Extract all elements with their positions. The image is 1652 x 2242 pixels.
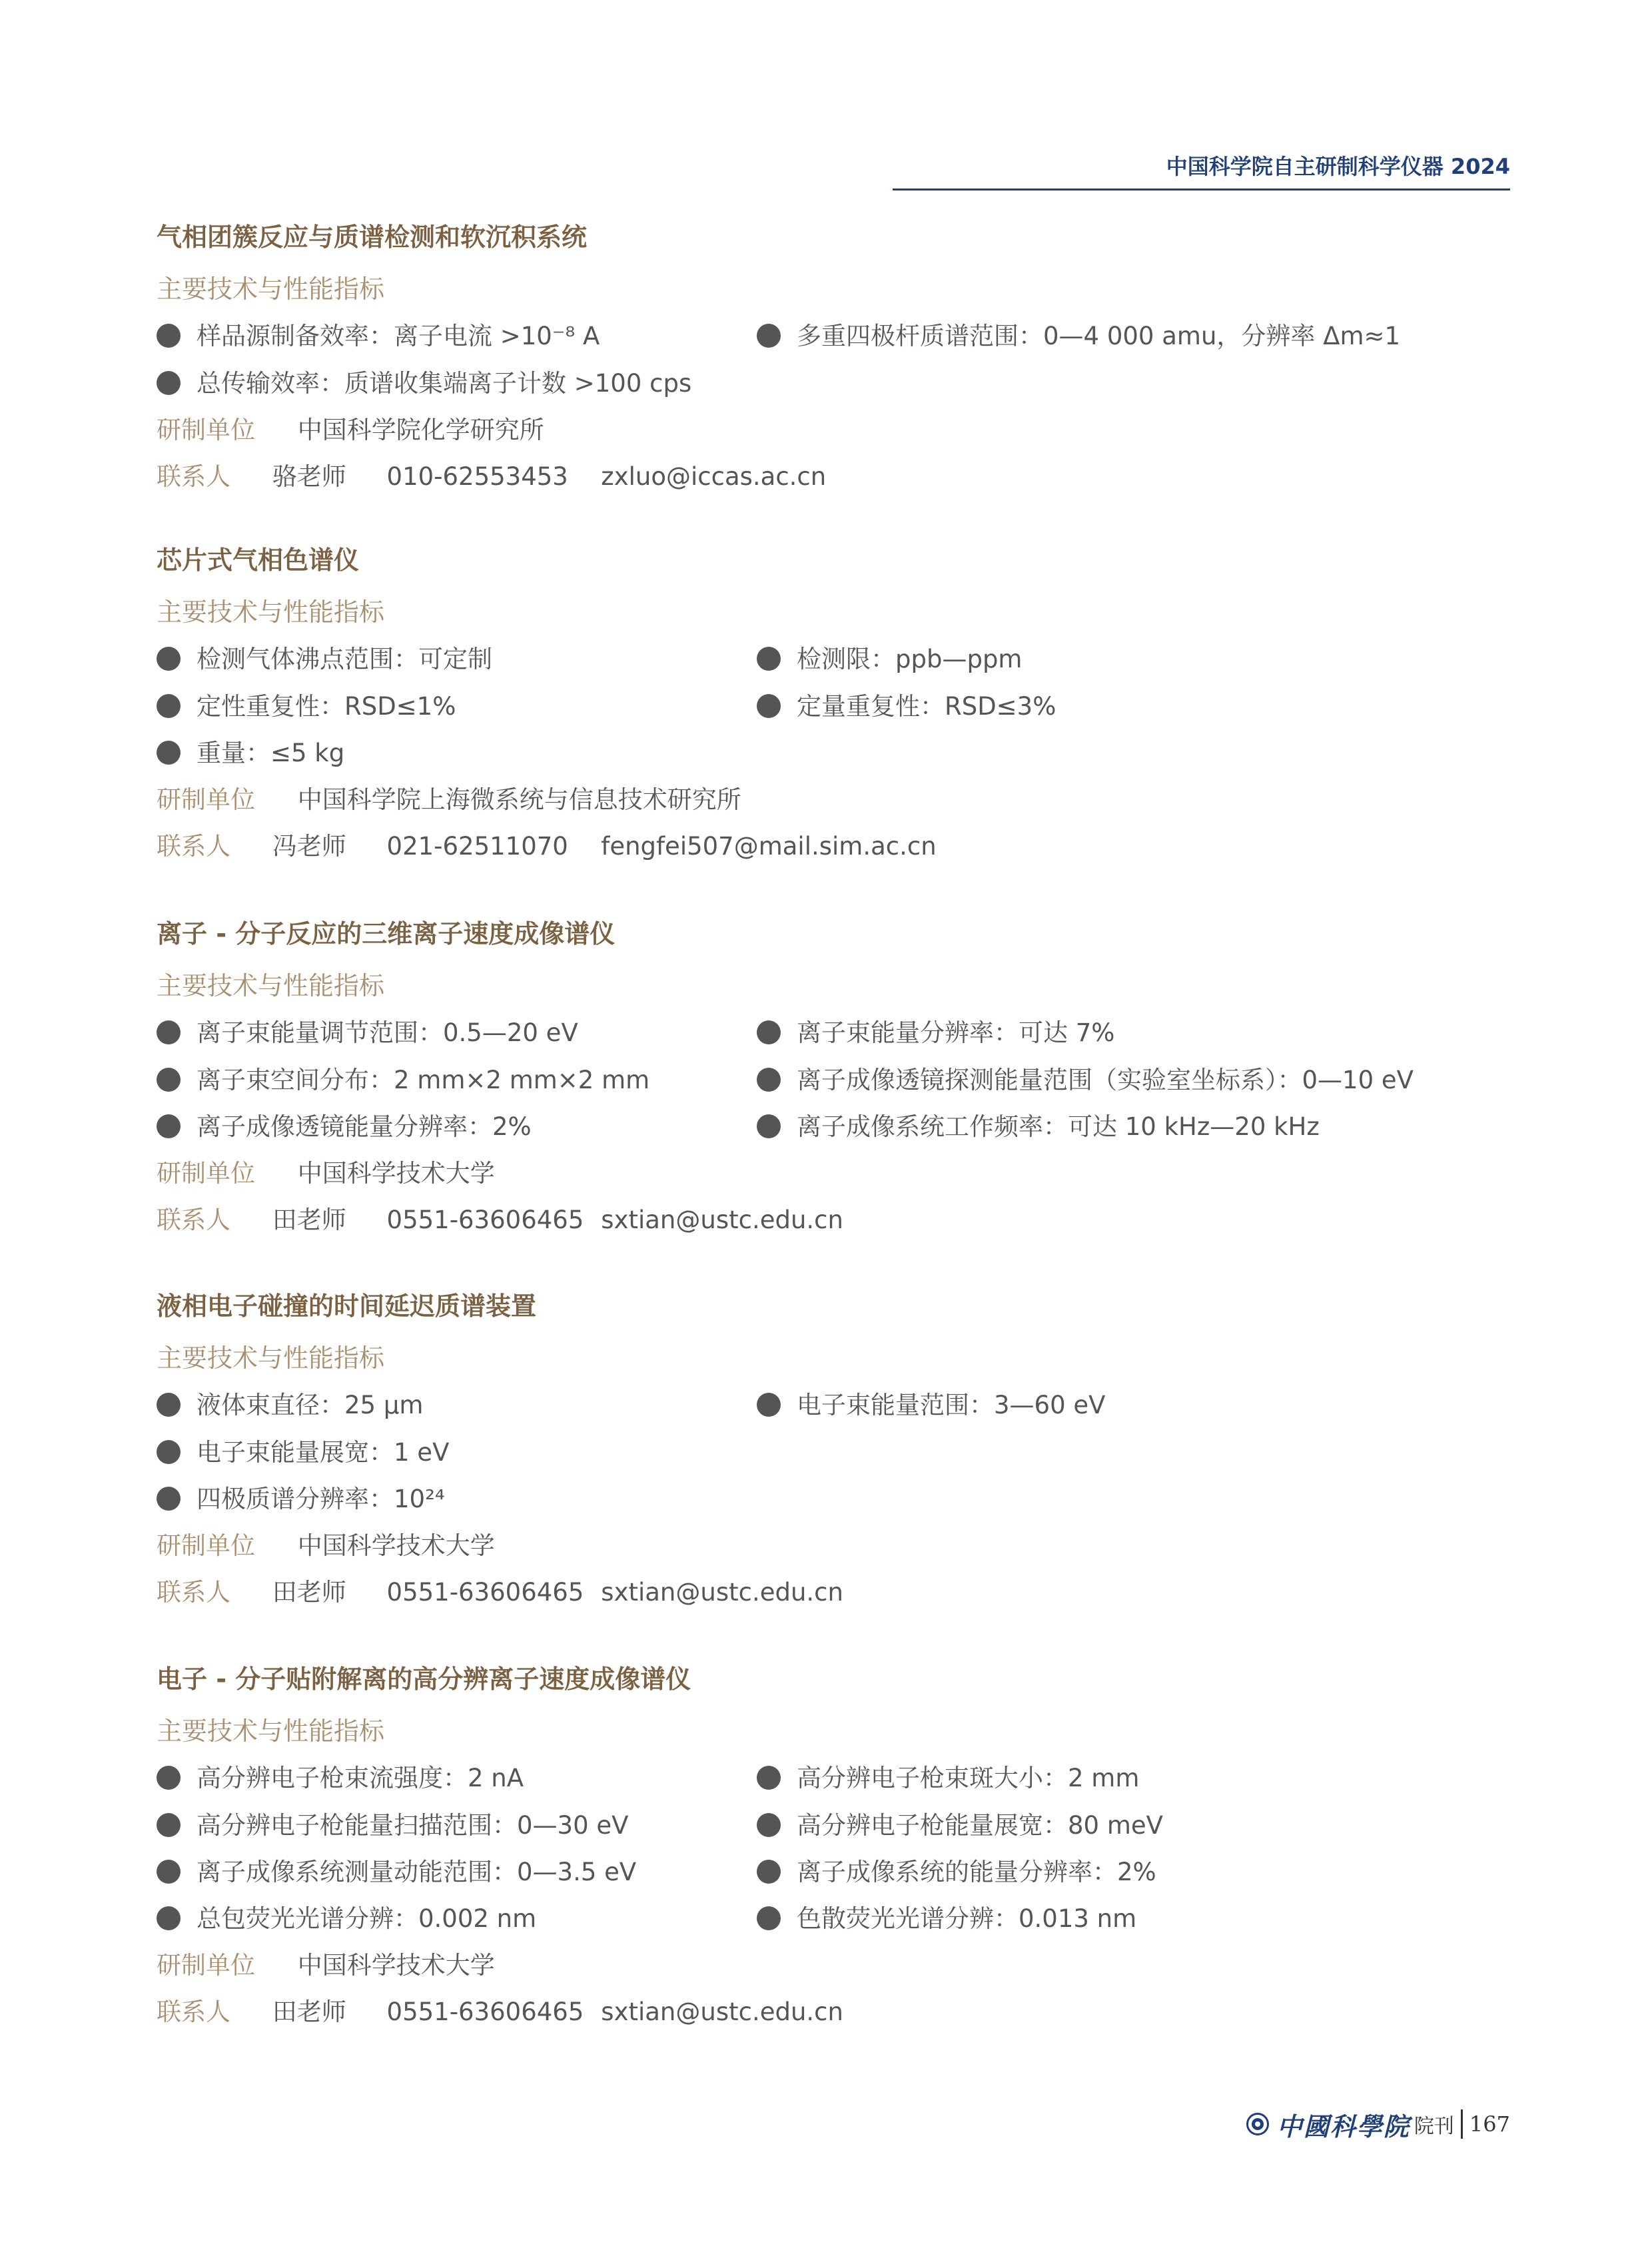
- bullet-icon: [157, 1114, 181, 1138]
- bullet-icon: [757, 1020, 781, 1044]
- contact-phone: 0551-63606465: [386, 1578, 584, 1607]
- developer-row: [157, 1953, 495, 1986]
- spec-text: 定性重复性：RSD≤1%: [197, 692, 456, 721]
- bullet-icon: [157, 741, 181, 765]
- spec-text: 高分辨电子枪能量展宽：80 meV: [797, 1811, 1163, 1840]
- spec-text: 色散荧光光谱分辨：0.013 nm: [797, 1904, 1137, 1933]
- contact-name: 田老师: [272, 1578, 346, 1607]
- bullet-icon: [157, 1020, 181, 1044]
- spec-text: 电子束能量展宽：1 eV: [197, 1438, 450, 1467]
- bullet-icon: [157, 647, 181, 671]
- contact-row: [157, 2000, 843, 2033]
- spec-text: 重量：≤5 kg: [197, 739, 345, 767]
- contact-row: [157, 834, 937, 867]
- developer-row: [157, 418, 544, 451]
- spec-text: 离子成像透镜探测能量范围（实验室坐标系）：0—10 eV: [797, 1066, 1414, 1094]
- contact-row: [157, 1208, 843, 1241]
- bullet-icon: [757, 1906, 781, 1930]
- section-subtitle: 主要技术与性能指标: [157, 274, 385, 304]
- contact-email: fengfei507@mail.sim.ac.cn: [601, 832, 937, 861]
- instrument-section: [157, 921, 1509, 1254]
- bullet-icon: [757, 694, 781, 718]
- spec-text: 离子束空间分布：2 mm×2 mm×2 mm: [197, 1066, 650, 1094]
- contact-label: 联系人: [157, 1206, 230, 1234]
- bullet-icon: [157, 1440, 181, 1464]
- contact-name: 田老师: [272, 1998, 346, 2026]
- spec-text: 离子成像系统的能量分辨率：2%: [797, 1858, 1156, 1886]
- contact-label: 联系人: [157, 832, 230, 861]
- contact-email: sxtian@ustc.edu.cn: [601, 1998, 843, 2026]
- bullet-icon: [157, 1487, 181, 1511]
- bullet-icon: [157, 324, 181, 348]
- spec-text: 高分辨电子枪束斑大小：2 mm: [797, 1764, 1140, 1792]
- contact-name: 田老师: [272, 1206, 346, 1234]
- section-title: 液相电子碰撞的时间延迟质谱装置: [157, 1292, 537, 1321]
- bullet-icon: [757, 1393, 781, 1417]
- contact-row: [157, 1580, 843, 1613]
- contact-phone: 0551-63606465: [386, 1206, 584, 1234]
- section-title: 电子 - 分子贴附解离的高分辨离子速度成像谱仪: [157, 1665, 691, 1694]
- spec-text: 液体束直径：25 µm: [197, 1391, 424, 1419]
- contact-label: 联系人: [157, 1578, 230, 1607]
- developer-row: [157, 787, 741, 821]
- contact-phone: 0551-63606465: [386, 1998, 584, 2026]
- section-subtitle: 主要技术与性能指标: [157, 971, 385, 1000]
- contact-row: [157, 464, 826, 498]
- spec-text: 定量重复性：RSD≤3%: [797, 692, 1056, 721]
- bullet-icon: [157, 694, 181, 718]
- spec-text: 四极质谱分辨率：10²⁴: [197, 1485, 445, 1513]
- footer-divider: [1461, 2109, 1463, 2139]
- spec-text: 离子束能量调节范围：0.5—20 eV: [197, 1018, 578, 1047]
- cas-seal-icon: [1246, 2113, 1269, 2135]
- contact-name: 骆老师: [272, 462, 346, 491]
- spec-text: 离子成像系统工作频率：可达 10 kHz—20 kHz: [797, 1112, 1320, 1141]
- developer-row: [157, 1161, 495, 1194]
- bullet-icon: [757, 1766, 781, 1790]
- publication-brand: 中國科學院: [1276, 2111, 1410, 2141]
- section-subtitle: 主要技术与性能指标: [157, 597, 385, 627]
- developer-row: [157, 1533, 495, 1567]
- contact-email: sxtian@ustc.edu.cn: [601, 1578, 843, 1607]
- spec-text: 多重四极杆质谱范围：0—4 000 amu，分辨率 Δm≈1: [797, 322, 1401, 350]
- bullet-icon: [157, 1766, 181, 1790]
- page-number: 167: [1469, 2111, 1510, 2137]
- spec-text: 总包荧光光谱分辨：0.002 nm: [197, 1904, 537, 1933]
- contact-name: 冯老师: [272, 832, 346, 861]
- bullet-icon: [757, 1068, 781, 1092]
- instrument-section: [157, 224, 1509, 504]
- developer-name: 中国科学院化学研究所: [297, 416, 544, 444]
- developer-name: 中国科学院上海微系统与信息技术研究所: [297, 785, 741, 814]
- section-title: 气相团簇反应与质谱检测和软沉积系统: [157, 222, 588, 252]
- developer-label: 研制单位: [157, 785, 255, 814]
- bullet-icon: [157, 1393, 181, 1417]
- page-header-title: 中国科学院自主研制科学仪器 2024: [1166, 154, 1510, 179]
- spec-text: 检测限：ppb—ppm: [797, 645, 1023, 673]
- contact-phone: 010-62553453: [386, 462, 568, 491]
- bullet-icon: [757, 1813, 781, 1837]
- section-title: 离子 - 分子反应的三维离子速度成像谱仪: [157, 919, 616, 948]
- contact-phone: 021-62511070: [386, 832, 568, 861]
- instrument-section: [157, 1294, 1509, 1627]
- bullet-icon: [157, 1813, 181, 1837]
- instrument-section: [157, 548, 1509, 881]
- instrument-section: [157, 1667, 1509, 2040]
- spec-text: 总传输效率：质谱收集端离子计数 >100 cps: [197, 369, 692, 398]
- spec-text: 检测气体沸点范围：可定制: [197, 645, 492, 673]
- bullet-icon: [757, 1860, 781, 1884]
- bullet-icon: [757, 324, 781, 348]
- developer-label: 研制单位: [157, 416, 255, 444]
- contact-email: zxluo@iccas.ac.cn: [601, 462, 827, 491]
- spec-text: 离子成像系统测量动能范围：0—3.5 eV: [197, 1858, 637, 1886]
- spec-text: 样品源制备效率：离子电流 >10⁻⁸ A: [197, 322, 600, 350]
- spec-text: 高分辨电子枪束流强度：2 nA: [197, 1764, 524, 1792]
- section-subtitle: 主要技术与性能指标: [157, 1343, 385, 1373]
- developer-name: 中国科学技术大学: [297, 1951, 495, 1980]
- contact-label: 联系人: [157, 1998, 230, 2026]
- bullet-icon: [157, 1068, 181, 1092]
- bullet-icon: [757, 647, 781, 671]
- section-title: 芯片式气相色谱仪: [157, 546, 360, 575]
- publication-label: 院刊: [1414, 2115, 1454, 2138]
- developer-name: 中国科学技术大学: [297, 1159, 495, 1188]
- page-footer: [1246, 2108, 1510, 2140]
- bullet-icon: [157, 1906, 181, 1930]
- bullet-icon: [157, 371, 181, 395]
- spec-text: 高分辨电子枪能量扫描范围：0—30 eV: [197, 1811, 629, 1840]
- section-subtitle: 主要技术与性能指标: [157, 1716, 385, 1746]
- developer-label: 研制单位: [157, 1951, 255, 1980]
- developer-label: 研制单位: [157, 1531, 255, 1560]
- bullet-icon: [157, 1860, 181, 1884]
- developer-label: 研制单位: [157, 1159, 255, 1188]
- spec-text: 电子束能量范围：3—60 eV: [797, 1391, 1106, 1419]
- spec-text: 离子成像透镜能量分辨率：2%: [197, 1112, 532, 1141]
- bullet-icon: [757, 1114, 781, 1138]
- header-rule: [893, 188, 1510, 190]
- developer-name: 中国科学技术大学: [297, 1531, 495, 1560]
- contact-email: sxtian@ustc.edu.cn: [601, 1206, 843, 1234]
- spec-text: 离子束能量分辨率：可达 7%: [797, 1018, 1115, 1047]
- contact-label: 联系人: [157, 462, 230, 491]
